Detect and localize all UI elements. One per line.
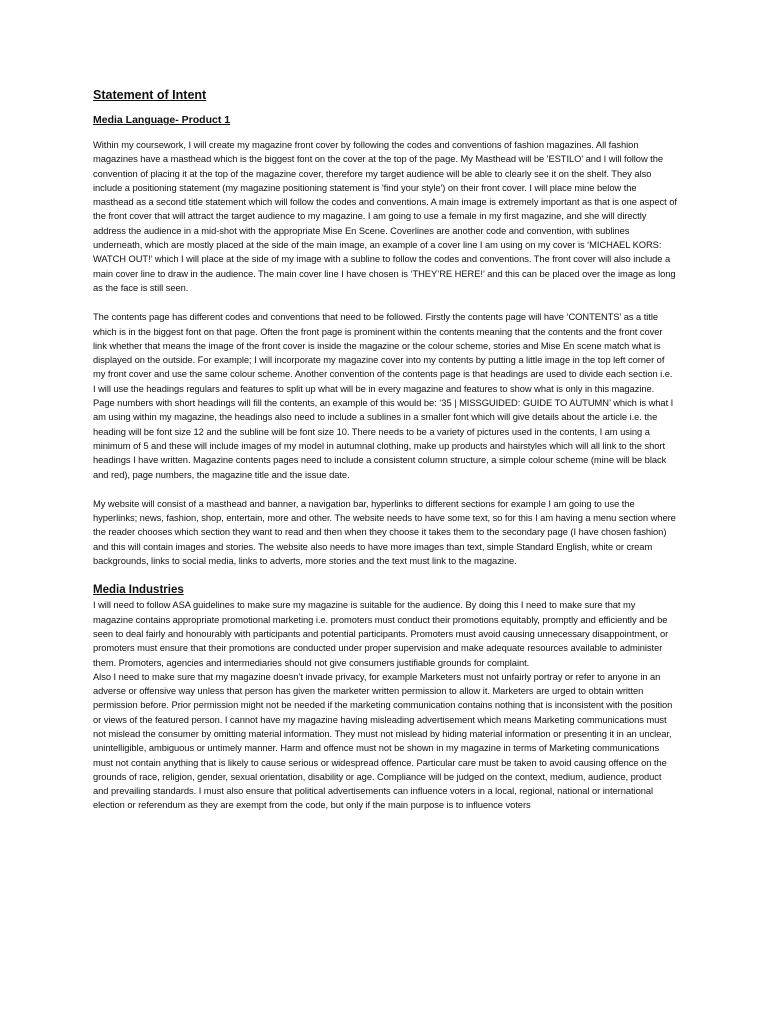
paragraph-asa-guidelines: I will need to follow ASA guidelines to make sure my magazine is suitable for the audience. By doing this I need to make sure that my magazine contains appropriate promotional marketing i.e. promoters must conduct their promotions equitably, promptly and efficiently and be seen to deal fairly and honourably with participants and potential participants. Promoters must avoid causing unnecessary disappointment, or promoters must ensure that their promotions are conducted under proper supervision and make adequate resources available to administer them. Promoters, agencies and intermediaries should not give consumers justifiable grounds for complaint.: [93, 600, 669, 668]
paragraph-contents-page: The contents page has different codes and conventions that need to be followed. Firstly the contents page will have ‘CONTENTS’ as a title which is in the biggest font on that page. Often the front page is prominent within the contents meaning that the contents and the front cover link whether that means the image of the front cover is inside the magazine or the colour scheme, stories and Mise En scene match what is displayed on the outside. For example; I will incorporate my magazine cover into my contents by putting a little image in the top left corner of my front cover and use the same colour scheme. Another convention of the contents page is that headings are used to divide each section i.e. I will use the headings regulars and features to split up what will be in every magazine and features to show what is only in this magazine. Page numbers with short headings will fill the contents, an example of this would be: ‘35 | MISSGUIDED: GUIDE TO AUTUMN’ which is what I am using within my magazine, the headings also need to include a sublines in a smaller font which will give details about the article i.e. the heading will be font size 12 and the subline will be font size 10. There needs to be a variety of pictures used in the contents, I am using a minimum of 5 and these will include images of my model in autumnal clothing, make up products and hairstyles which will all link to the short headings I have written. Magazine contents pages need to include a consistent column structure, a simple colour scheme (mine will be black and red), page numbers, the magazine title and the issue date.: [93, 312, 674, 480]
paragraph-website: My website will consist of a masthead and banner, a navigation bar, hyperlinks to different sections for example I am going to use the hyperlinks; news, fashion, shop, entertain, more and other. The website needs to have some text, so for this I am having a menu section where the reader chooses which section they want to read and then when they choose it takes them to the secondary page (I have chosen fashion) and this will contain images and stories. The website also needs to have more images than text, simple Standard English, white or cream backgrounds, links to social media, links to adverts, more stories and the text must link to the magazine.: [93, 498, 676, 567]
media-industries-heading: Media Industries: [93, 584, 184, 597]
paragraph-privacy: Also I need to make sure that my magazine doesn’t invade privacy, for example Marketers must not unfairly portray or refer to anyone in an adverse or offensive way unless that person has given the marketer written permission to allow it. Marketers are urged to obtain written permission before. Prior permission might not be needed if the marketing communication contains nothing that is inconsistent with the position or views of the featured person. I cannot have my magazine having misleading advertisement which means Marketing communications must not mislead the consumer by omitting material information. They must not mislead by hiding material information or presenting it in an unclear, unintelligible, ambiguous or untimely manner. Harm and offence must not be shown in my magazine in terms of Marketing communications must not contain anything that is likely to cause serious or widespread offence. Particular care must be taken to avoid causing offence on the grounds of race, religion, gender, sexual orientation, disability or age. Compliance will be judged on the context, medium, audience, product and prevailing standards. I must also ensure that political advertisements can influence voters in a local, regional, national or international election or referendum as they are exempt from the code, but only if the main purpose is to influence voters: [93, 671, 673, 811]
paragraph-front-cover: Within my coursework, I will create my magazine front cover by following the codes and conventions of fashion magazines. All fashion magazines have a masthead which is the biggest font on the cover at the top of the page. My Masthead will be 'ESTILO' and I will follow the convention of placing it at the top of the magazine cover, therefore my target audience will be able to clearly see it on the shelf. They also include a positioning statement (my magazine positioning statement is 'find your style') on their front cover. I will place mine below the masthead as a second title statement which will follow the codes and conventions. A main image is extremely important as that is one aspect of the front cover that will attract the target audience to my magazine. I am going to use a female in my first magazine, and she will directly address the audience in a mid-shot with the appropriate Mise En Scene. Coverlines are another code and convention, with sublines underneath, which are mostly placed at the side of the main image, an example of a cover line I am using on my cover is ‘MICHAEL KORS: WATCH OUT!’ which I will place at the side of my image with a subline to follow the codes and conventions. The front cover will also include a main cover line to draw in the audience. The main cover line I have chosen is ‘THEY’RE HERE!’ and this can be placed over the image as long as the face is still seen.: [93, 140, 677, 293]
document-page: [93, 86, 677, 813]
media-language-heading: Media Language- Product 1: [93, 114, 231, 126]
document-title: Statement of Intent: [93, 88, 207, 102]
